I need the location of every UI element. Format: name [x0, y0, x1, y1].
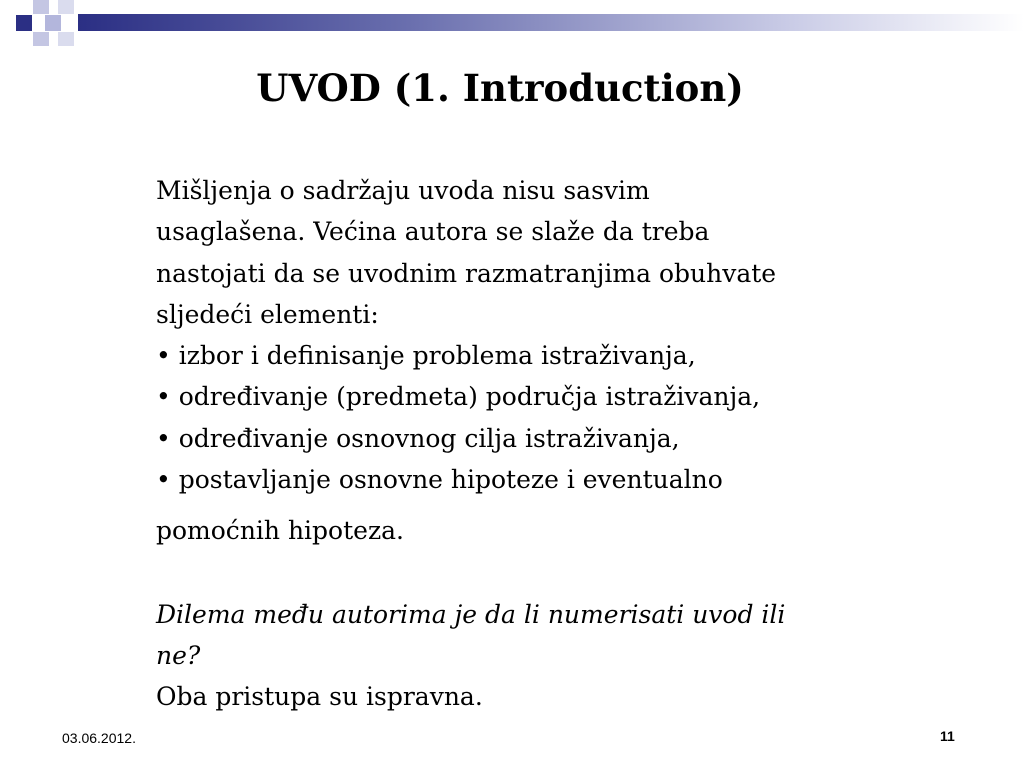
deco-square — [16, 15, 32, 31]
dilemma-line: ne? — [156, 640, 201, 670]
spacer — [156, 552, 886, 594]
slide-title: UVOD (1. Introduction) — [256, 66, 744, 110]
intro-line: sljedeći elementi: — [156, 299, 379, 329]
slide-body — [156, 170, 886, 718]
bullet-item: • određivanje osnovnog cilja istraživanja, — [156, 418, 886, 459]
dilemma-line: Dilema među autorima je da li numerisati uvod ili — [156, 599, 786, 629]
footer-date: 03.06.2012. — [62, 730, 136, 746]
deco-square — [45, 15, 61, 31]
header-decoration — [0, 0, 1024, 60]
spacer — [156, 500, 886, 510]
deco-square — [58, 32, 74, 46]
bullet-item: • izbor i definisanje problema istraživanja, — [156, 335, 886, 376]
page-number: 11 — [940, 728, 955, 744]
deco-square — [58, 0, 74, 14]
deco-square — [33, 32, 49, 46]
intro-line: nastojati da se uvodnim razmatranjima obuhvate — [156, 258, 777, 288]
bullet-continuation: pomoćnih hipoteza. — [156, 516, 404, 546]
intro-line: Mišljenja o sadržaju uvoda nisu sasvim — [156, 176, 650, 205]
bullet-item: • postavljanje osnovne hipoteze i eventualno — [156, 459, 886, 500]
intro-line: usaglašena. Većina autora se slaže da treba — [156, 217, 710, 247]
deco-square — [33, 0, 49, 14]
conclusion-text: Oba pristupa su ispravna. — [156, 682, 483, 712]
bullet-item: • određivanje (predmeta) područja istraživanja, — [156, 376, 886, 417]
header-gradient-bar — [78, 14, 1024, 31]
